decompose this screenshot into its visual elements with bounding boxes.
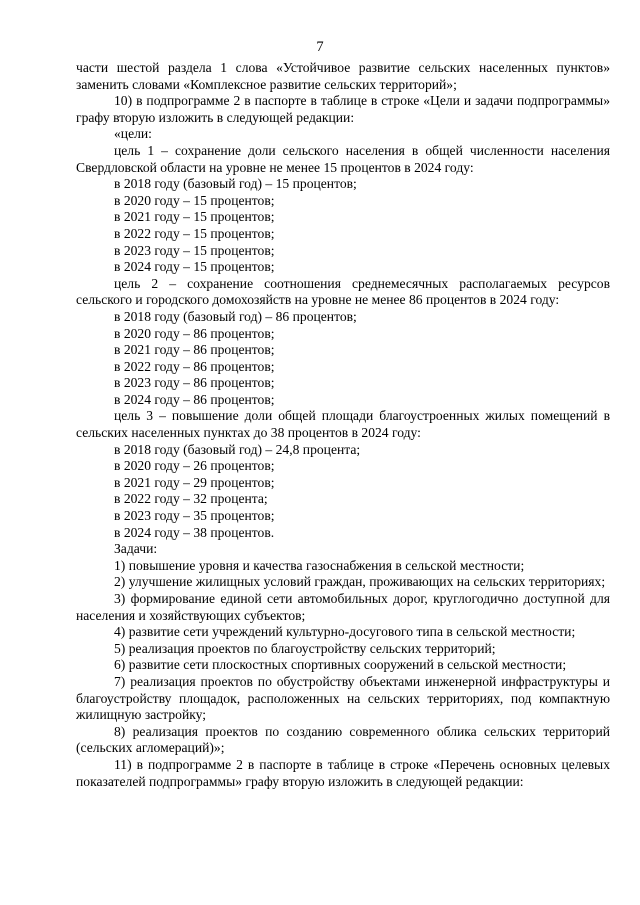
paragraph: в 2021 году – 15 процентов; <box>114 209 275 225</box>
paragraph: цель 3 – повышение доли общей площади благоустроенных жилых помещений в сельских населенных пунктах до 38 процентов в 2024 году: <box>76 408 610 441</box>
paragraph: в 2022 году – 86 процентов; <box>114 358 275 374</box>
paragraph: 1) повышение уровня и качества газоснабжения в сельской местности; <box>114 557 525 573</box>
paragraph: в 2024 году – 38 процентов. <box>114 524 275 540</box>
paragraph: в 2020 году – 15 процентов; <box>114 192 275 208</box>
paragraph: в 2018 году (базовый год) – 86 процентов; <box>114 308 357 324</box>
paragraph: цель 1 – сохранение доли сельского населения в общей численности населения Свердловской области на уровне не менее 15 процентов в 2024 году: <box>76 142 610 175</box>
paragraph: 2) улучшение жилищных условий граждан, проживающих на сельских территориях; <box>114 574 606 590</box>
paragraph: в 2018 году (базовый год) – 15 процентов; <box>114 176 357 192</box>
paragraph: 6) развитие сети плоскостных спортивных сооружений в сельской местности; <box>114 657 567 673</box>
paragraph: в 2024 году – 15 процентов; <box>114 259 275 275</box>
paragraph: части шестой раздела 1 слова «Устойчивое развитие сельских населенных пунктов» заменить словами «Комплексное развитие сельских территорий»; <box>76 60 610 92</box>
paragraph: Задачи: <box>114 541 158 557</box>
paragraph: в 2022 году – 15 процентов; <box>114 225 275 241</box>
paragraph: в 2021 году – 29 процентов; <box>114 474 275 490</box>
page-number: 7 <box>316 39 324 55</box>
paragraph: «цели: <box>114 126 152 142</box>
paragraph: в 2020 году – 86 процентов; <box>114 325 275 341</box>
paragraph: в 2021 году – 86 процентов; <box>114 342 275 358</box>
paragraph: в 2023 году – 86 процентов; <box>114 375 275 391</box>
paragraph: 10) в подпрограмме 2 в паспорте в таблице в строке «Цели и задачи подпрограммы» графу вторую изложить в следующей редакции: <box>76 93 610 125</box>
paragraph: 11) в подпрограмме 2 в паспорте в таблице в строке «Перечень основных целевых показателей подпрограммы» графу вторую изложить в следующей редакции: <box>76 756 610 789</box>
paragraph: 3) формирование единой сети автомобильных дорог, круглогодично доступной для населения и хозяйствующих субъектов; <box>76 591 610 623</box>
paragraph: цель 2 – сохранение соотношения среднемесячных располагаемых ресурсов сельского и городского домохозяйств на уровне не менее 86 процентов в 2024 году: <box>76 275 610 308</box>
paragraph: 5) реализация проектов по благоустройству сельских территорий; <box>114 640 496 656</box>
document-body <box>76 60 610 790</box>
paragraph: в 2020 году – 26 процентов; <box>114 458 275 474</box>
paragraph: в 2024 году – 86 процентов; <box>114 391 275 407</box>
paragraph: в 2023 году – 35 процентов; <box>114 508 275 524</box>
paragraph: в 2018 году (базовый год) – 24,8 процента; <box>114 441 361 457</box>
paragraph: в 2022 году – 32 процента; <box>114 491 268 507</box>
paragraph: 4) развитие сети учреждений культурно-досугового типа в сельской местности; <box>114 624 576 640</box>
paragraph: в 2023 году – 15 процентов; <box>114 242 275 258</box>
paragraph: 7) реализация проектов по обустройству объектами инженерной инфраструктуры и благоустройству площадок, расположенных на сельских территориях, под компактную жилищную застройку; <box>76 673 610 723</box>
paragraph: 8) реализация проектов по созданию современного облика сельских территорий (сельских агломераций)»; <box>76 723 610 756</box>
